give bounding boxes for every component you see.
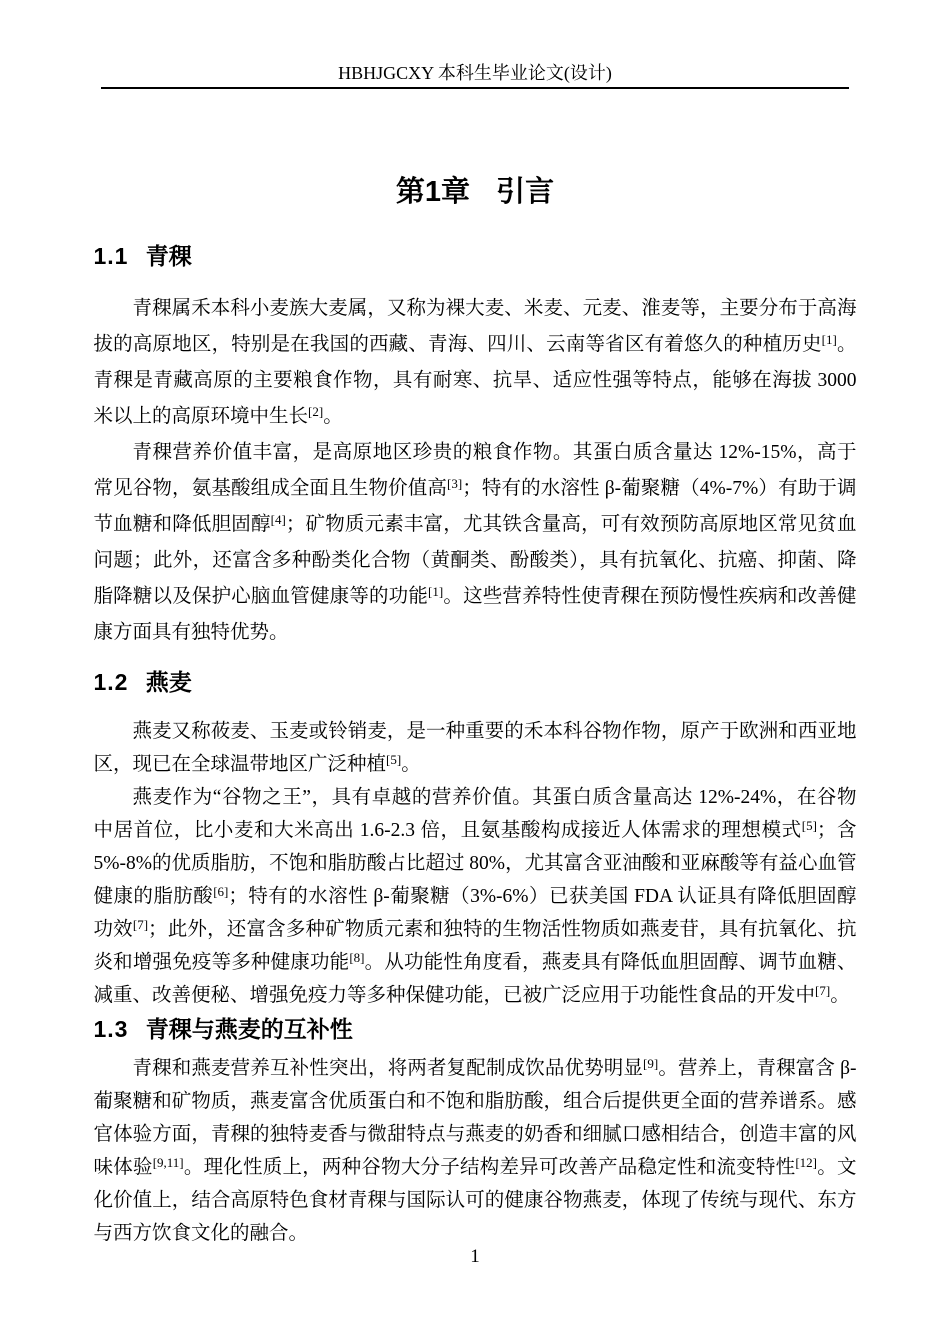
chapter-title-text: 引言 — [496, 176, 555, 208]
citation-superscript: [7] — [132, 917, 149, 932]
citation-superscript: [6] — [213, 884, 229, 899]
section-heading-1-3 — [94, 1014, 857, 1044]
citation-superscript: [4] — [270, 512, 286, 527]
citation-superscript: [5] — [801, 818, 817, 833]
citation-superscript: [8] — [349, 950, 365, 965]
section-title: 燕麦 — [145, 669, 192, 695]
header-rule — [101, 60, 849, 89]
section-number: 1.2 — [93, 669, 129, 695]
section-heading-1-2 — [94, 667, 857, 697]
paragraph-oat-intro: 燕麦又称莜麦、玉麦或铃销麦，是一种重要的禾本科谷物作物，原产于欧洲和西亚地区，现已在全球温带地区广泛种植[5]。 — [93, 721, 857, 775]
citation-superscript: [12] — [795, 1155, 818, 1170]
citation-superscript: [1] — [428, 584, 444, 599]
citation-superscript: [1] — [821, 332, 837, 347]
paragraph-qingke-intro: 青稞属禾本科小麦族大麦属，又称为裸大麦、米麦、元麦、淮麦等，主要分布于高海拔的高原地区，特别是在我国的西藏、青海、四川、云南等省区有着悠久的种植历史[1]。青稞是青藏高原的主要粮食作物，具有耐寒、抗旱、适应性强等特点，能够在海拔 3000 米以上的高原环境中生长[2]。 — [93, 298, 857, 427]
chapter-title — [94, 173, 857, 211]
section-title: 青稞与燕麦的互补性 — [145, 1016, 353, 1042]
citation-superscript: [2] — [308, 404, 324, 419]
document-content — [94, 173, 857, 1250]
section-number: 1.3 — [93, 1016, 129, 1042]
chapter-label: 第1章 — [395, 176, 471, 208]
citation-superscript: [3] — [447, 476, 463, 491]
section-heading-1-1 — [94, 241, 857, 271]
citation-superscript: [9] — [643, 1056, 659, 1071]
section-title: 青稞 — [145, 243, 192, 269]
paragraph-qingke-nutrition: 青稞营养价值丰富，是高原地区珍贵的粮食作物。其蛋白质含量达 12%-15%，高于常见谷物，氨基酸组成全面且生物价值高[3]；特有的水溶性 β-葡聚糖（4%-7%）有助于调节血糖和降低胆固醇[4]；矿物质元素丰富，尤其铁含量高，可有效预防高原地区常见贫血问题；此外，还富含多种酚类化合物（黄酮类、酚酸类），具有抗氧化、抗癌、抑菌、降脂降糖以及保护心脑血管健康等的功能[1]。这些营养特性使青稞在预防慢性疾病和改善健康方面具有独特优势。 — [93, 442, 857, 643]
page-header — [101, 0, 849, 89]
page-number: 1 — [470, 1246, 480, 1267]
section-number: 1.1 — [93, 243, 129, 269]
paragraph-oat-nutrition: 燕麦作为“谷物之王”，具有卓越的营养价值。其蛋白质含量高达 12%-24%，在谷物中居首位，比小麦和大米高出 1.6-2.3 倍，且氨基酸构成接近人体需求的理想模式[5]；含 5%-8%的优质脂肪，不饱和脂肪酸占比超过 80%，尤其富含亚油酸和亚麻酸等有益心血管健康的脂肪酸[6]；特有的水溶性 β-葡聚糖（3%-6%）已获美国 FDA 认证具有降低胆固醇功效[7]；此外，还富含多种矿物质元素和独特的生物活性物质如燕麦苷，具有抗氧化、抗炎和增强免疫等多种健康功能[8]。从功能性角度看，燕麦具有降低血胆固醇、调节血糖、减重、改善便秘、增强免疫力等多种保健功能，已被广泛应用于功能性食品的开发中[7]。 — [93, 787, 857, 1006]
paragraph-complementarity: 青稞和燕麦营养互补性突出，将两者复配制成饮品优势明显[9]。营养上，青稞富含 β-葡聚糖和矿物质，燕麦富含优质蛋白和不饱和脂肪酸，组合后提供更全面的营养谱系。感官体验方面，青稞的独特麦香与微甜特点与燕麦的奶香和细腻口感相结合，创造丰富的风味体验[9,11]。理化性质上，两种谷物大分子结构差异可改善产品稳定性和流变特性[12]。文化价值上，结合高原特色食材青稞与国际认可的健康谷物燕麦，体现了传统与现代、东方与西方饮食文化的融合。 — [93, 1056, 857, 1244]
citation-superscript: [5] — [386, 752, 402, 767]
citation-superscript: [9,11] — [152, 1155, 184, 1170]
header-text: HBHJGCXY 本科生毕业论文(设计) — [338, 63, 612, 83]
citation-superscript: [7] — [815, 983, 831, 998]
